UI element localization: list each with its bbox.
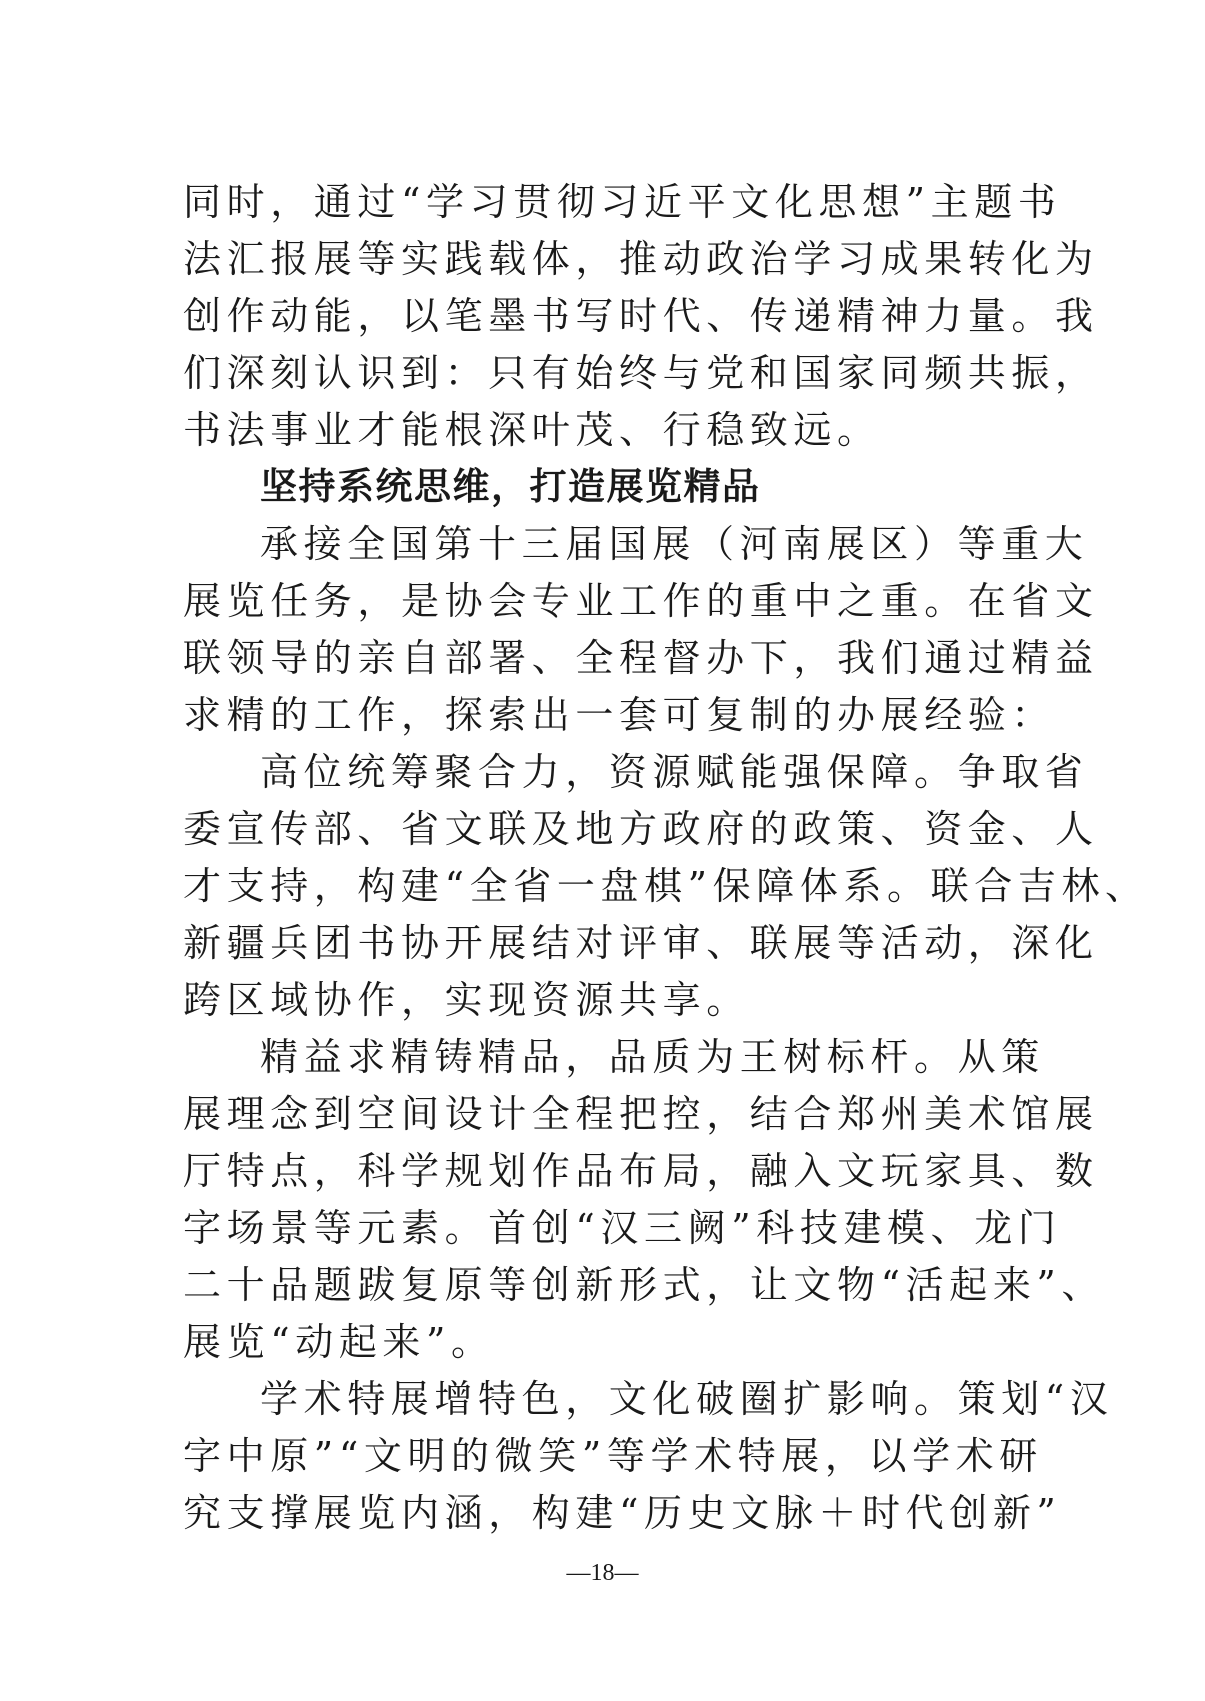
text-line: 书法事业才能根深叶茂、行稳致远。 xyxy=(183,408,881,452)
text-line: 展览“动起来”。 xyxy=(183,1320,495,1364)
section-heading: 坚持系统思维，打造展览精品 xyxy=(260,465,761,508)
page-number: —18— xyxy=(566,1560,639,1586)
text-line: 新疆兵团书协开展结对评审、联展等活动，深化 xyxy=(183,921,1099,965)
text-line: 们深刻认识到：只有始终与党和国家同频共振， xyxy=(183,351,1099,395)
text-line: 学术特展增特色，文化破圈扩影响。策划“汉 xyxy=(260,1377,1114,1421)
text-line: 展览任务，是协会专业工作的重中之重。在省文 xyxy=(183,579,1099,623)
text-line: 究支撑展览内涵，构建“历史文脉＋时代创新” xyxy=(183,1491,1062,1535)
text-line: 承接全国第十三届国展（河南展区）等重大 xyxy=(260,522,1089,566)
text-line: 创作动能，以笔墨书写时代、传递精神力量。我 xyxy=(183,294,1099,338)
text-line: 求精的工作，探索出一套可复制的办展经验： xyxy=(183,693,1056,737)
text-line: 展理念到空间设计全程把控，结合郑州美术馆展 xyxy=(183,1092,1099,1136)
text-line: 联领导的亲自部署、全程督办下，我们通过精益 xyxy=(183,636,1099,680)
text-line: 才支持，构建“全省一盘棋”保障体系。联合吉林、 xyxy=(183,864,1149,908)
text-line: 厅特点，科学规划作品布局，融入文玩家具、数 xyxy=(183,1149,1099,1193)
text-line: 委宣传部、省文联及地方政府的政策、资金、人 xyxy=(183,807,1099,851)
text-line: 跨区域协作，实现资源共享。 xyxy=(183,978,750,1022)
text-line: 高位统筹聚合力，资源赋能强保障。争取省 xyxy=(260,750,1089,794)
text-line: 字场景等元素。首创“汉三阙”科技建模、龙门 xyxy=(183,1206,1062,1250)
text-line: 精益求精铸精品，品质为王树标杆。从策 xyxy=(260,1035,1045,1079)
text-line: 二十品题跋复原等创新形式，让文物“活起来”、 xyxy=(183,1263,1106,1307)
text-line: 同时，通过“学习贯彻习近平文化思想”主题书 xyxy=(183,180,1062,224)
text-line: 字中原”“文明的微笑”等学术特展，以学术研 xyxy=(183,1434,1043,1478)
text-line: 法汇报展等实践载体，推动政治学习成果转化为 xyxy=(183,237,1099,281)
